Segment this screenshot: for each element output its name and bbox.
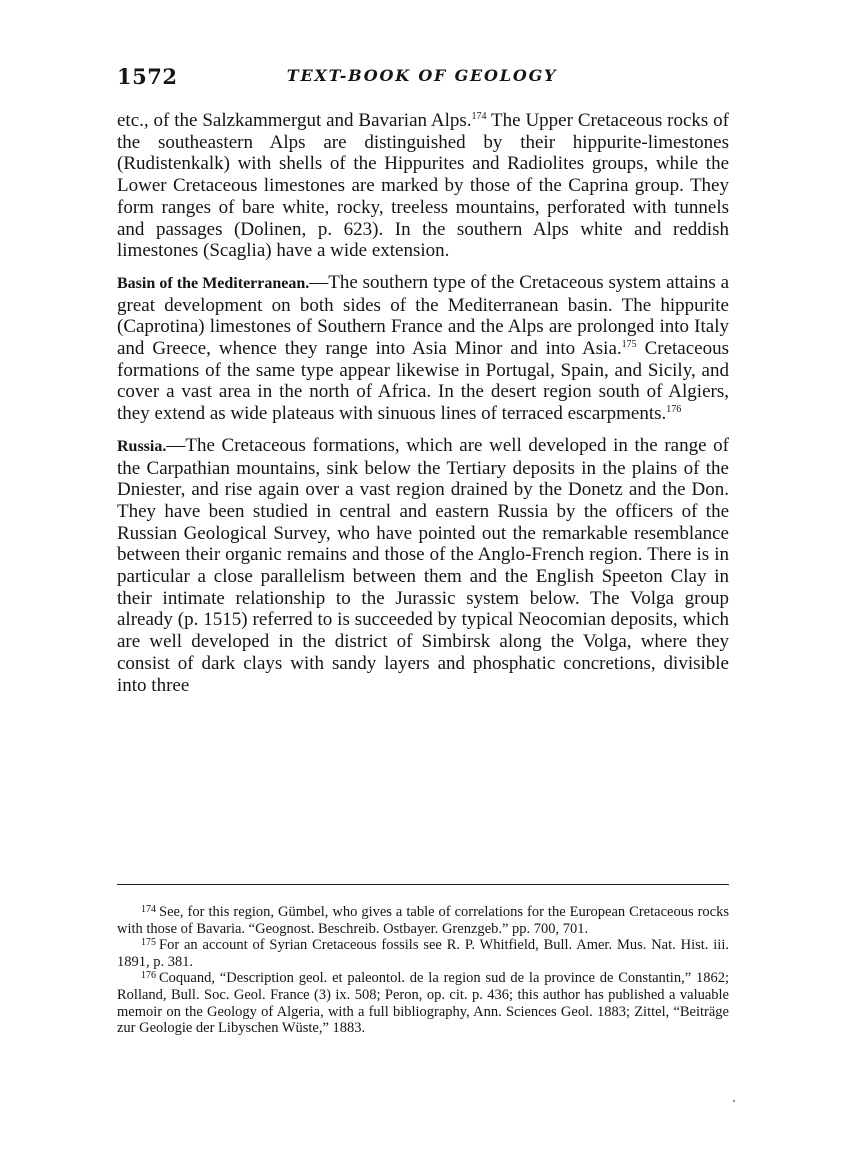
footnote-mark: 175 — [141, 937, 156, 949]
paragraph-text: —The Cretaceous formations, which are well developed in the range of the Carpathian mountains, sink below the Tertiary deposits in the plains of the Dniester, and rise again over a vast region drained by the Donetz and the Don. They have been studied in central and eastern Russia by the officers of the Russian Geological Survey, who have pointed out the remarkable resemblance between their organic remains and those of the Anglo-French region. There is in particular a close parallelism between them and the English Speeton Clay in their intimate relationship to the Jurassic system below. The Volga group already (p. 1515) referred to is succeeded by typical Neocomian deposits, which are well developed in the district of Simbirsk along the Volga, where they consist of dark clays with sandy layers and phosphatic concretions, divisible into three — [117, 434, 729, 696]
footnote-ref-175: 175 — [621, 339, 637, 351]
footnote-176 — [117, 970, 729, 1036]
footnote-text: See, for this region, Gümbel, who gives a table of correlations for the European Cretaceous rocks with those of Bavaria. “Geognost. Beschreib. Ostbayer. Grenzgeb.” pp. 700, 701. — [117, 904, 729, 937]
footnote-mark: 174 — [141, 904, 156, 915]
running-title: TEXT-BOOK OF GEOLOGY — [286, 66, 558, 85]
section-heading-russia: Russia. — [117, 437, 167, 455]
paragraph-text: etc., of the Salzkammergut and Bavarian Alps. — [117, 110, 472, 131]
section-heading-mediterranean: Basin of the Mediterranean. — [117, 274, 310, 292]
paragraph-russia — [117, 435, 729, 696]
body-text — [117, 110, 729, 706]
footnote-divider — [117, 884, 729, 885]
footnote-174 — [117, 904, 729, 937]
paragraph-text: —The southern type of the Cretaceous system attains a great development on both sides of the Mediterranean basin. The hippurite (Caprotina) limestones of Southern France and the Alps are prolonged into Italy and Greece, whence they range into Asia Minor and into Asia. — [117, 271, 730, 360]
footnote-mark: 176 — [141, 970, 156, 982]
paragraph-mediterranean — [117, 272, 729, 425]
paragraph-text: The Upper Cretaceous rocks of the southeastern Alps are distinguished by their hippurite-limestones (Rudistenkalk) with shells of the Hippurites and Radiolites groups, while the Lower Cretaceous limestones are marked by those of the Caprina group. They form ranges of bare white, rocky, treeless mountains, perforated with tunnels and passages (Dolinen, p. 623). In the southern Alps white and reddish limestones (Scaglia) have a wide extension. — [117, 110, 729, 262]
page-header — [117, 64, 727, 92]
footnote-ref-174: 174 — [471, 111, 487, 122]
footnote-175 — [117, 937, 729, 970]
footnote-text: Coquand, “Description geol. et paleontol. de la region sud de la province de Constantin,” 1862; Rolland, Bull. Soc. Geol. France (3) ix. 508; Peron, op. cit. p. 436; this author has published a valuable memoir on the Geology of Algeria, with a full bibliography, Ann. Sciences Geol. 1883; Zittel, “Beiträge zur Geologie der Libyschen Wüste,” 1883. — [117, 970, 729, 1037]
paragraph-text: Cretaceous formations of the same type appear likewise in Portugal, Spain, and Sicily, and cover a vast area in the north of Africa. In the desert region south of Algiers, they extend as wide plateaus with sinuous lines of terraced escarpments. — [117, 338, 730, 425]
print-speck — [733, 1100, 735, 1102]
page-number: 1572 — [117, 64, 178, 89]
footnote-ref-176: 176 — [666, 404, 682, 416]
footnotes — [117, 904, 729, 1037]
footnote-text: For an account of Syrian Cretaceous fossils see R. P. Whitfield, Bull. Amer. Mus. Nat. Hist. iii. 1891, p. 381. — [117, 937, 729, 970]
paragraph-alps — [117, 110, 729, 262]
